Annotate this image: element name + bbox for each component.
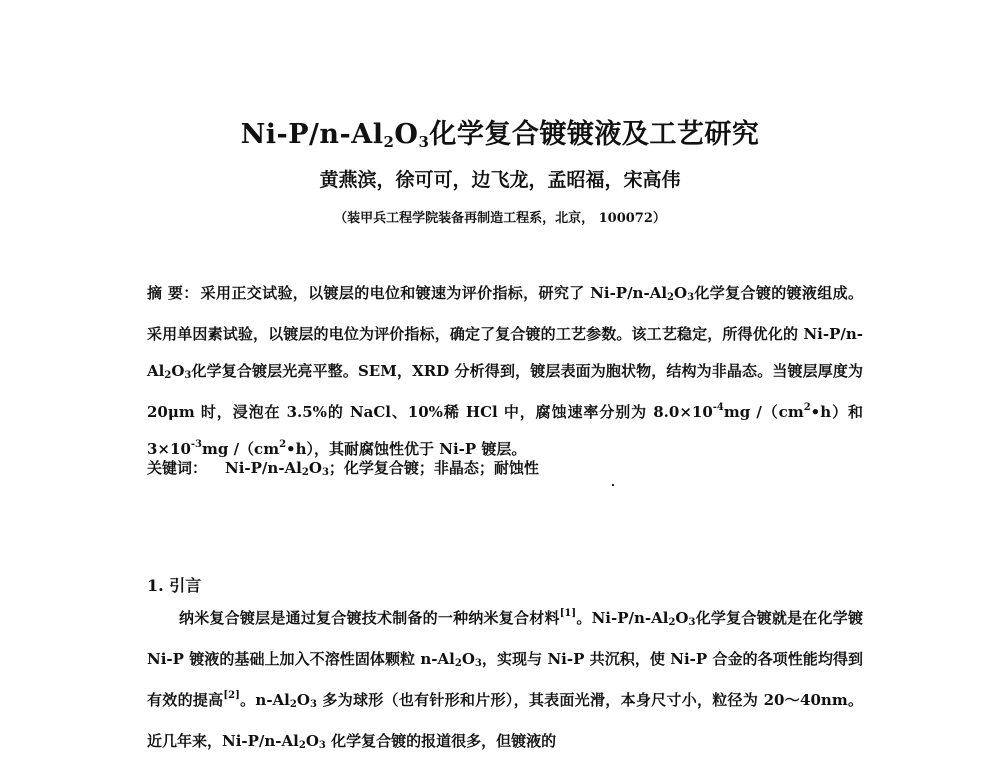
- introduction-paragraph: 纳米复合镀层是通过复合镀技术制备的一种纳米复合材料[1]。$Ni-P/n-Al_2O_3$化学复合镀就是在化学镀 Ni-P 镀液的基础上加入不溶性固体颗粒 $n-Al_2O_3$，实现与 Ni-P 共沉积，使 Ni-P 合金的各项性能均得到有效的提高[2]。$n-Al_2O_3$ 多为球形（也有针形和片形），其表面光滑，本身尺寸小，粒径为 20～40nm。近几年来，$Ni-P/n-Al_2O_3$ 化学复合镀的报道很多，但镀液的: [147, 608, 863, 751]
- abstract: 摘 要： 采用正交试验，以镀层的电位和镀速为评价指标，研究了 $Ni-P/n-Al_2O_3$化学复合镀的镀液组成。采用单因素试验，以镀层的电位为评价指标，确定了复合镀的工艺参数。该工艺稳定，所得优化的 $Ni-P/n-Al_2O_3$化学复合镀层光亮平整。SEM，XRD 分析得到，镀层表面为胞状物，结构为非晶态。当镀层厚度为 20μm 时，浸泡在 3.5%的 NaCl、10%稀 HCl 中，腐蚀速率分别为 $8.0\times 10^{-4}mg$ $/(cm^2•h)$和 $3\times 10^{-3}mg$ $/(cm^2•h)$，其耐腐蚀性优于 Ni-P 镀层。: [147, 284, 863, 458]
- keywords-values: $Ni-P/n-Al_2O_3$；化学复合镀；非晶态；耐蚀性: [225, 459, 539, 478]
- abstract-label: 摘 要：: [147, 284, 199, 302]
- affiliation: （装甲兵工程学院装备再制造工程系，北京， 100072）: [334, 211, 666, 226]
- keywords-label: 关键词：: [147, 459, 208, 477]
- author-list: 黄燕滨，徐可可，边飞龙，孟昭福，宋高伟: [319, 169, 681, 191]
- citation-ref-2: [2]: [223, 690, 240, 701]
- section-heading-introduction: 1. 引言: [147, 576, 202, 595]
- paper-title: $Ni-P/n-Al_2O_3$化学复合镀镀液及工艺研究: [240, 119, 760, 151]
- keywords: [147, 457, 539, 478]
- stray-dot: [612, 484, 614, 486]
- citation-ref-1: [1]: [559, 608, 577, 619]
